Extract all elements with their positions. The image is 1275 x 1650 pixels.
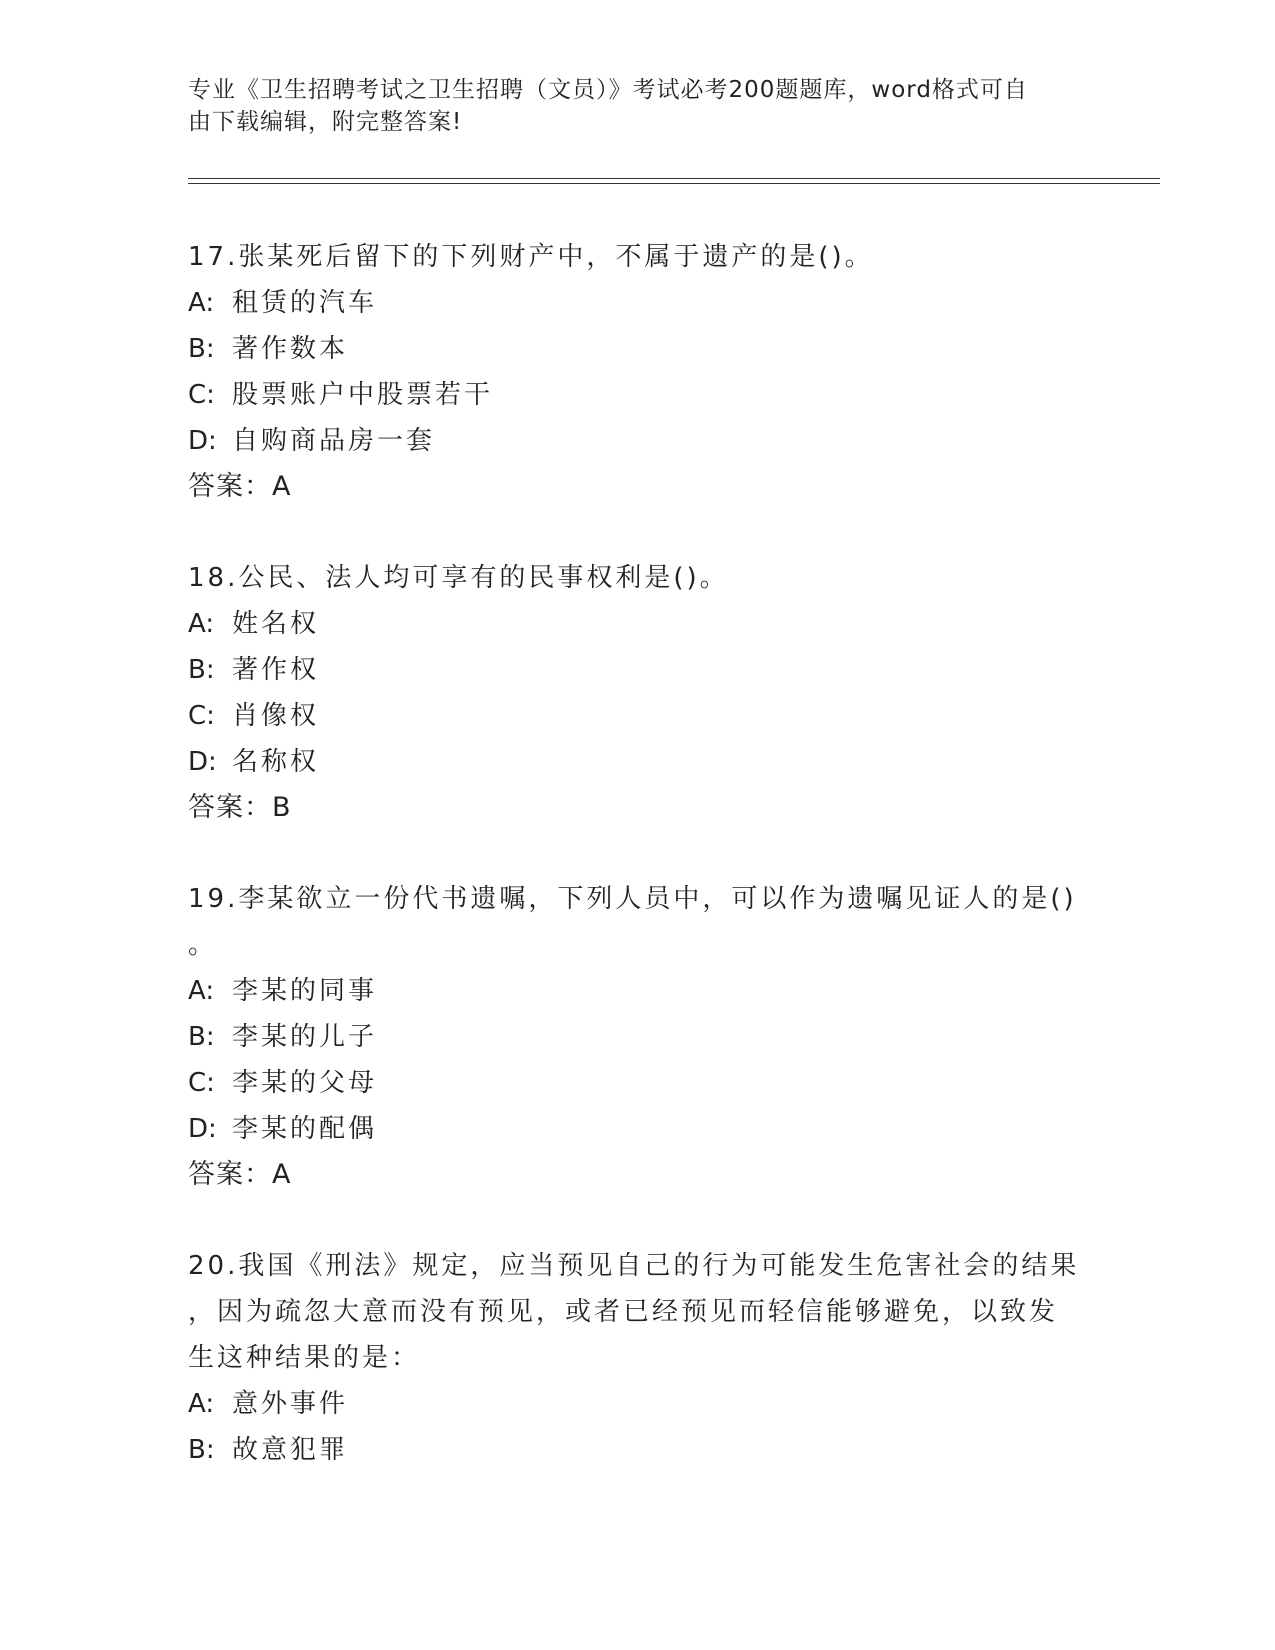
option-list [188, 1381, 1088, 1473]
option-b [188, 326, 1088, 372]
option-b [188, 647, 1088, 693]
question-17 [188, 234, 1088, 510]
option-c [188, 372, 1088, 418]
question-stem-continuation: 。 [188, 930, 218, 960]
question-18 [188, 555, 1088, 831]
option-c [188, 693, 1088, 739]
question-number: 19. [188, 884, 239, 914]
option-letter: C: [188, 1068, 215, 1098]
option-letter: B: [188, 334, 215, 364]
question-19 [188, 876, 1088, 1198]
document-header [188, 74, 1068, 138]
option-b [188, 1014, 1088, 1060]
question-stem [188, 1243, 1088, 1289]
question-text-line-1: 我国《刑法》规定，应当预见自己的行为可能发生危害社会的结果 [238, 1251, 1080, 1281]
option-letter: C: [188, 380, 215, 410]
option-a [188, 968, 1088, 1014]
option-letter: D: [188, 426, 217, 456]
answer-line: 答案：A [188, 471, 292, 502]
option-text: 李某的同事 [232, 976, 378, 1006]
option-text: 著作权 [232, 655, 320, 685]
option-text: 李某的父母 [232, 1068, 378, 1098]
option-text: 肖像权 [232, 701, 320, 731]
option-text: 著作数本 [232, 334, 349, 364]
question-text: 公民、法人均可享有的民事权利是()。 [238, 563, 729, 593]
option-d [188, 1106, 1088, 1152]
option-text: 姓名权 [232, 609, 320, 639]
option-text: 李某的配偶 [232, 1114, 378, 1144]
option-a [188, 601, 1088, 647]
header-line-1: 专业《卫生招聘考试之卫生招聘（文员）》考试必考200题题库，word格式可自 [188, 77, 1028, 103]
option-text: 故意犯罪 [232, 1435, 349, 1465]
question-text-line-2: ，因为疏忽大意而没有预见，或者已经预见而轻信能够避免，以致发 [188, 1297, 1059, 1327]
header-rule-bottom [188, 183, 1160, 184]
option-a [188, 1381, 1088, 1427]
option-d [188, 739, 1088, 785]
option-letter: B: [188, 655, 215, 685]
option-a [188, 280, 1088, 326]
option-letter: B: [188, 1435, 215, 1465]
question-stem [188, 555, 1088, 601]
header-rule-top [188, 178, 1160, 179]
question-number: 20. [188, 1251, 239, 1281]
option-text: 租赁的汽车 [232, 288, 378, 318]
question-number: 17. [188, 242, 239, 272]
option-c [188, 1060, 1088, 1106]
option-text: 意外事件 [232, 1389, 349, 1419]
option-b [188, 1427, 1088, 1473]
option-letter: D: [188, 747, 217, 777]
question-text: 张某死后留下的下列财产中，不属于遗产的是()。 [238, 242, 874, 272]
header-line-2: 由下载编辑，附完整答案! [188, 109, 463, 135]
option-letter: A: [188, 609, 215, 639]
question-stem [188, 234, 1088, 280]
option-letter: A: [188, 288, 215, 318]
option-text: 自购商品房一套 [232, 426, 436, 456]
question-text-line-3: 生这种结果的是： [188, 1343, 421, 1373]
question-20 [188, 1243, 1088, 1473]
option-list [188, 280, 1088, 464]
option-letter: C: [188, 701, 215, 731]
answer-line: 答案：A [188, 1159, 292, 1190]
option-text: 李某的儿子 [232, 1022, 378, 1052]
question-stem [188, 876, 1088, 922]
option-list [188, 601, 1088, 785]
option-text: 名称权 [232, 747, 320, 777]
option-list [188, 968, 1088, 1152]
option-letter: A: [188, 1389, 215, 1419]
option-text: 股票账户中股票若干 [232, 380, 494, 410]
answer-line: 答案：B [188, 792, 292, 823]
option-letter: B: [188, 1022, 215, 1052]
option-letter: D: [188, 1114, 217, 1144]
question-text: 李某欲立一份代书遗嘱，下列人员中，可以作为遗嘱见证人的是() [238, 884, 1077, 914]
option-d [188, 418, 1088, 464]
question-number: 18. [188, 563, 239, 593]
option-letter: A: [188, 976, 215, 1006]
